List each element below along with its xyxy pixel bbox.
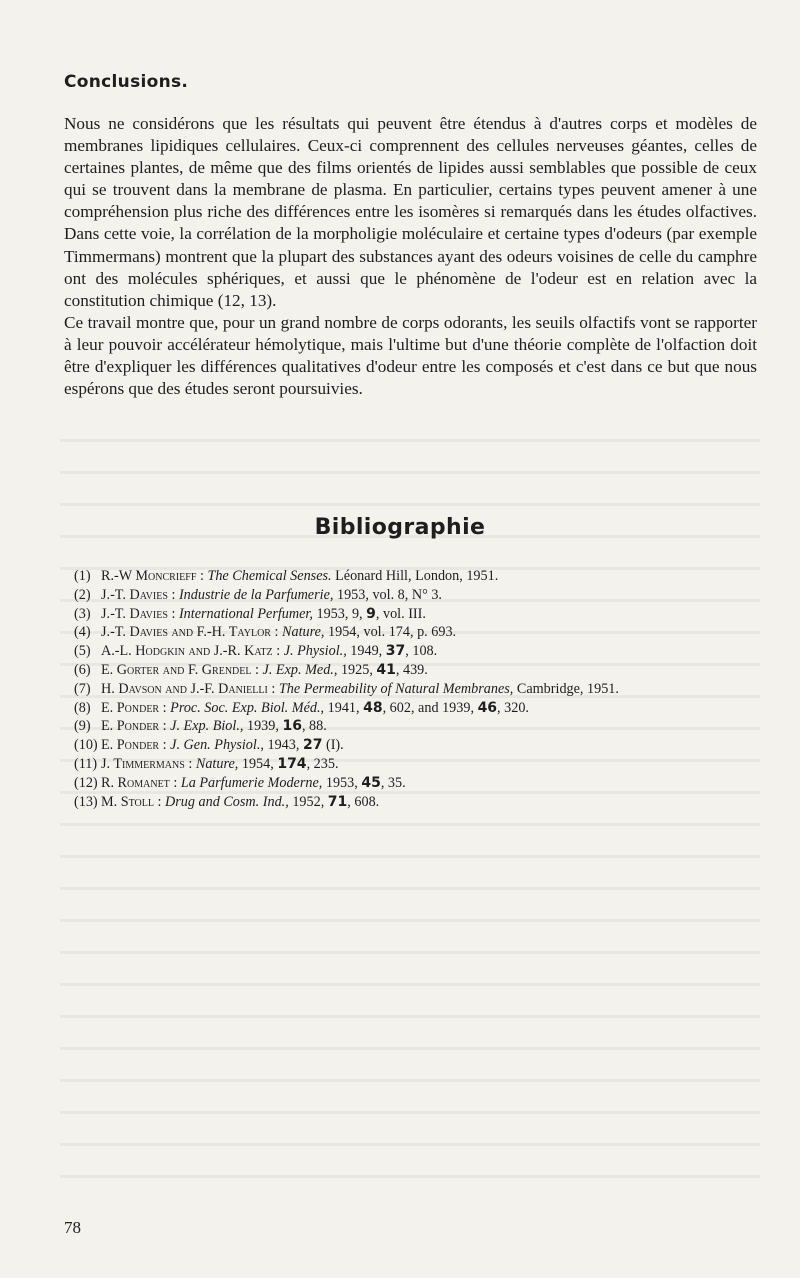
reference-journal: Drug and Cosm. Ind.,: [165, 793, 289, 810]
reference-journal: Nature,: [195, 755, 239, 772]
reference-number: (9): [74, 718, 91, 735]
reference-separator: :: [167, 586, 179, 603]
reference-volume: 71: [327, 793, 348, 810]
reference-year: 1952,: [288, 793, 328, 810]
reference-year: 1939,: [243, 718, 283, 735]
reference-volume: 41: [376, 661, 396, 678]
reference-separator: :: [267, 680, 279, 697]
reference-author: J.-T. Davies and F.-H. Taylor: [101, 624, 271, 641]
reference-separator: :: [251, 661, 263, 678]
reference-journal: J. Physiol.,: [283, 643, 347, 660]
reference-volume: 9: [366, 605, 376, 622]
reference-journal: La Parfumerie Moderne,: [180, 774, 323, 791]
reference-pages: , 608.: [347, 793, 380, 810]
reference-text: [101, 755, 764, 774]
paragraph: Ce travail montre que, pour un grand nombre de corps odorants, les seuils olfactifs vont se rapporter à leur pouvoir accélérateur hémolytique, mais l'ultime but d'une théorie complète de l'olfaction doit être d'expliquer les différences qualitatives d'odeur entre les composés et c'est dans ce but que nous espérons que des études seront poursuivies.: [64, 312, 757, 399]
reference-year: 1943,: [263, 737, 303, 754]
reference-year: 1949,: [346, 643, 386, 660]
reference-volume: 46: [477, 699, 498, 716]
reference-text: [101, 774, 764, 793]
reference-number: (8): [74, 699, 91, 716]
reference-year: 1953, 9,: [312, 605, 367, 622]
paragraph: Nous ne considérons que les résultats qui peuvent être étendus à d'autres corps et modèles de membranes lipidiques cellulaires. Ceux-ci comprennent des cellules nerveuses géantes, celles de certaines plantes, de même que des films orientés de lipides aussi semblables que possible de ceux qui se trouvent dans la membrane de plasma. En particulier, certains types peuvent amener à une compréhension plus riche des différences entre les isomères si remarqués dans les études olfactives. Dans cette voie, la corrélation de la morpholigie moléculaire et certaine types d'odeurs (par exemple Timmermans) montrent que la plupart des substances ayant des odeurs voisines de celle du camphre ont des molécules sphériques, et aussi que le phénomène de l'odeur est en relation avec la constitution chimique (12, 13).: [64, 114, 757, 310]
reference-journal: J. Exp. Biol.,: [170, 718, 244, 735]
reference-journal: Proc. Soc. Exp. Biol. Méd.,: [170, 699, 325, 716]
reference-text: [101, 605, 764, 624]
reference-volume: 37: [385, 643, 406, 660]
reference-number: (3): [74, 605, 91, 622]
reference-pages: , 88.: [301, 718, 327, 735]
reference-author: E. Ponder: [101, 699, 160, 716]
reference-entry: [74, 736, 764, 755]
reference-number: (5): [74, 643, 91, 660]
reference-text: [101, 661, 764, 680]
reference-number: (7): [74, 680, 91, 697]
reference-journal: J. Exp. Med.,: [262, 661, 338, 678]
reference-pages: 1954, vol. 174, p. 693.: [324, 624, 457, 641]
reference-number: (10): [74, 737, 98, 754]
reference-journal: International Perfumer,: [178, 605, 313, 622]
reference-entry: [74, 774, 764, 793]
section-heading: Conclusions.: [64, 72, 189, 92]
reference-number: (2): [74, 586, 91, 603]
reference-separator: :: [159, 737, 171, 754]
reference-volume: 16: [282, 718, 302, 735]
reference-volume: 174: [277, 755, 307, 772]
reference-entry: [74, 793, 764, 812]
reference-pages: Cambridge, 1951.: [513, 680, 619, 697]
reference-author: J. Timmermans: [101, 755, 185, 772]
reference-pages: (I).: [322, 737, 344, 754]
reference-year: 1954,: [238, 755, 278, 772]
show-through-texture: [60, 425, 760, 1205]
reference-author: J.-T. Davies: [101, 605, 168, 622]
reference-entry: [74, 717, 764, 736]
reference-entry: [74, 642, 764, 661]
reference-pages: , 439.: [395, 661, 428, 678]
reference-pages: , 108.: [405, 643, 438, 660]
reference-volume: 27: [302, 737, 323, 754]
reference-number: (6): [74, 661, 91, 678]
reference-number: (13): [74, 793, 98, 810]
reference-author: R.-W Moncrieff: [101, 568, 197, 584]
reference-year: 1953,: [322, 774, 362, 791]
reference-number: (1): [74, 568, 91, 584]
reference-separator: :: [159, 699, 171, 716]
reference-separator: :: [153, 793, 166, 810]
reference-entry: [74, 699, 764, 718]
reference-text: [101, 736, 764, 755]
reference-author: E. Gorter and F. Grendel: [101, 661, 252, 678]
reference-pages: , 320.: [497, 699, 529, 716]
reference-separator: :: [184, 755, 196, 772]
reference-author: A.-L. Hodgkin and J.-R. Katz: [101, 643, 273, 660]
reference-year: 1953, vol. 8, N° 3.: [333, 586, 442, 603]
reference-entry: [74, 605, 764, 624]
reference-entry: [74, 680, 764, 699]
reference-separator: :: [196, 568, 208, 584]
reference-pages: , 35.: [380, 774, 406, 791]
reference-pages: Léonard Hill, London, 1951.: [331, 568, 499, 584]
reference-pages: , 235.: [306, 755, 339, 772]
reference-volume: 48: [363, 699, 383, 716]
reference-text: [101, 642, 764, 661]
page-number: 78: [64, 1218, 81, 1237]
reference-pages: , vol. III.: [375, 605, 426, 622]
reference-entry: [74, 567, 764, 586]
reference-entry: [74, 661, 764, 680]
reference-journal: J. Gen. Physiol.,: [170, 737, 264, 754]
reference-journal: Nature,: [282, 624, 325, 641]
reference-entry: [74, 623, 764, 642]
reference-text: [101, 717, 764, 736]
reference-separator: :: [159, 718, 171, 735]
reference-text: [101, 567, 764, 586]
reference-author: R. Romanet: [101, 774, 170, 791]
reference-text: [101, 680, 764, 699]
reference-text: [101, 699, 764, 718]
reference-entry: [74, 586, 764, 605]
reference-journal: Industrie de la Parfumerie,: [178, 586, 334, 603]
reference-number: (12): [74, 774, 98, 791]
reference-journal: The Chemical Senses.: [207, 568, 332, 584]
reference-separator: :: [270, 624, 283, 641]
reference-volume: 45: [361, 774, 381, 791]
reference-author: E. Ponder: [101, 737, 160, 754]
reference-number: (11): [74, 755, 98, 772]
reference-entry: [74, 755, 764, 774]
reference-text: [101, 793, 764, 812]
reference-pages: , 602, and 1939,: [382, 699, 478, 716]
reference-number: (4): [74, 624, 91, 641]
bibliography-title: Bibliographie: [314, 515, 486, 540]
reference-author: M. Stoll: [101, 793, 154, 810]
reference-separator: :: [272, 643, 284, 660]
reference-separator: :: [167, 605, 179, 622]
reference-year: 1941,: [324, 699, 364, 716]
reference-author: H. Davson and J.-F. Danielli: [101, 680, 268, 697]
reference-author: E. Ponder: [101, 718, 160, 735]
reference-text: [101, 586, 764, 605]
conclusions-body: [64, 113, 757, 400]
reference-year: 1925,: [337, 661, 377, 678]
reference-separator: :: [169, 774, 181, 791]
reference-list: [74, 567, 764, 811]
reference-text: [101, 623, 764, 642]
reference-journal: The Permeability of Natural Membranes,: [278, 680, 514, 697]
reference-author: J.-T. Davies: [101, 586, 168, 603]
